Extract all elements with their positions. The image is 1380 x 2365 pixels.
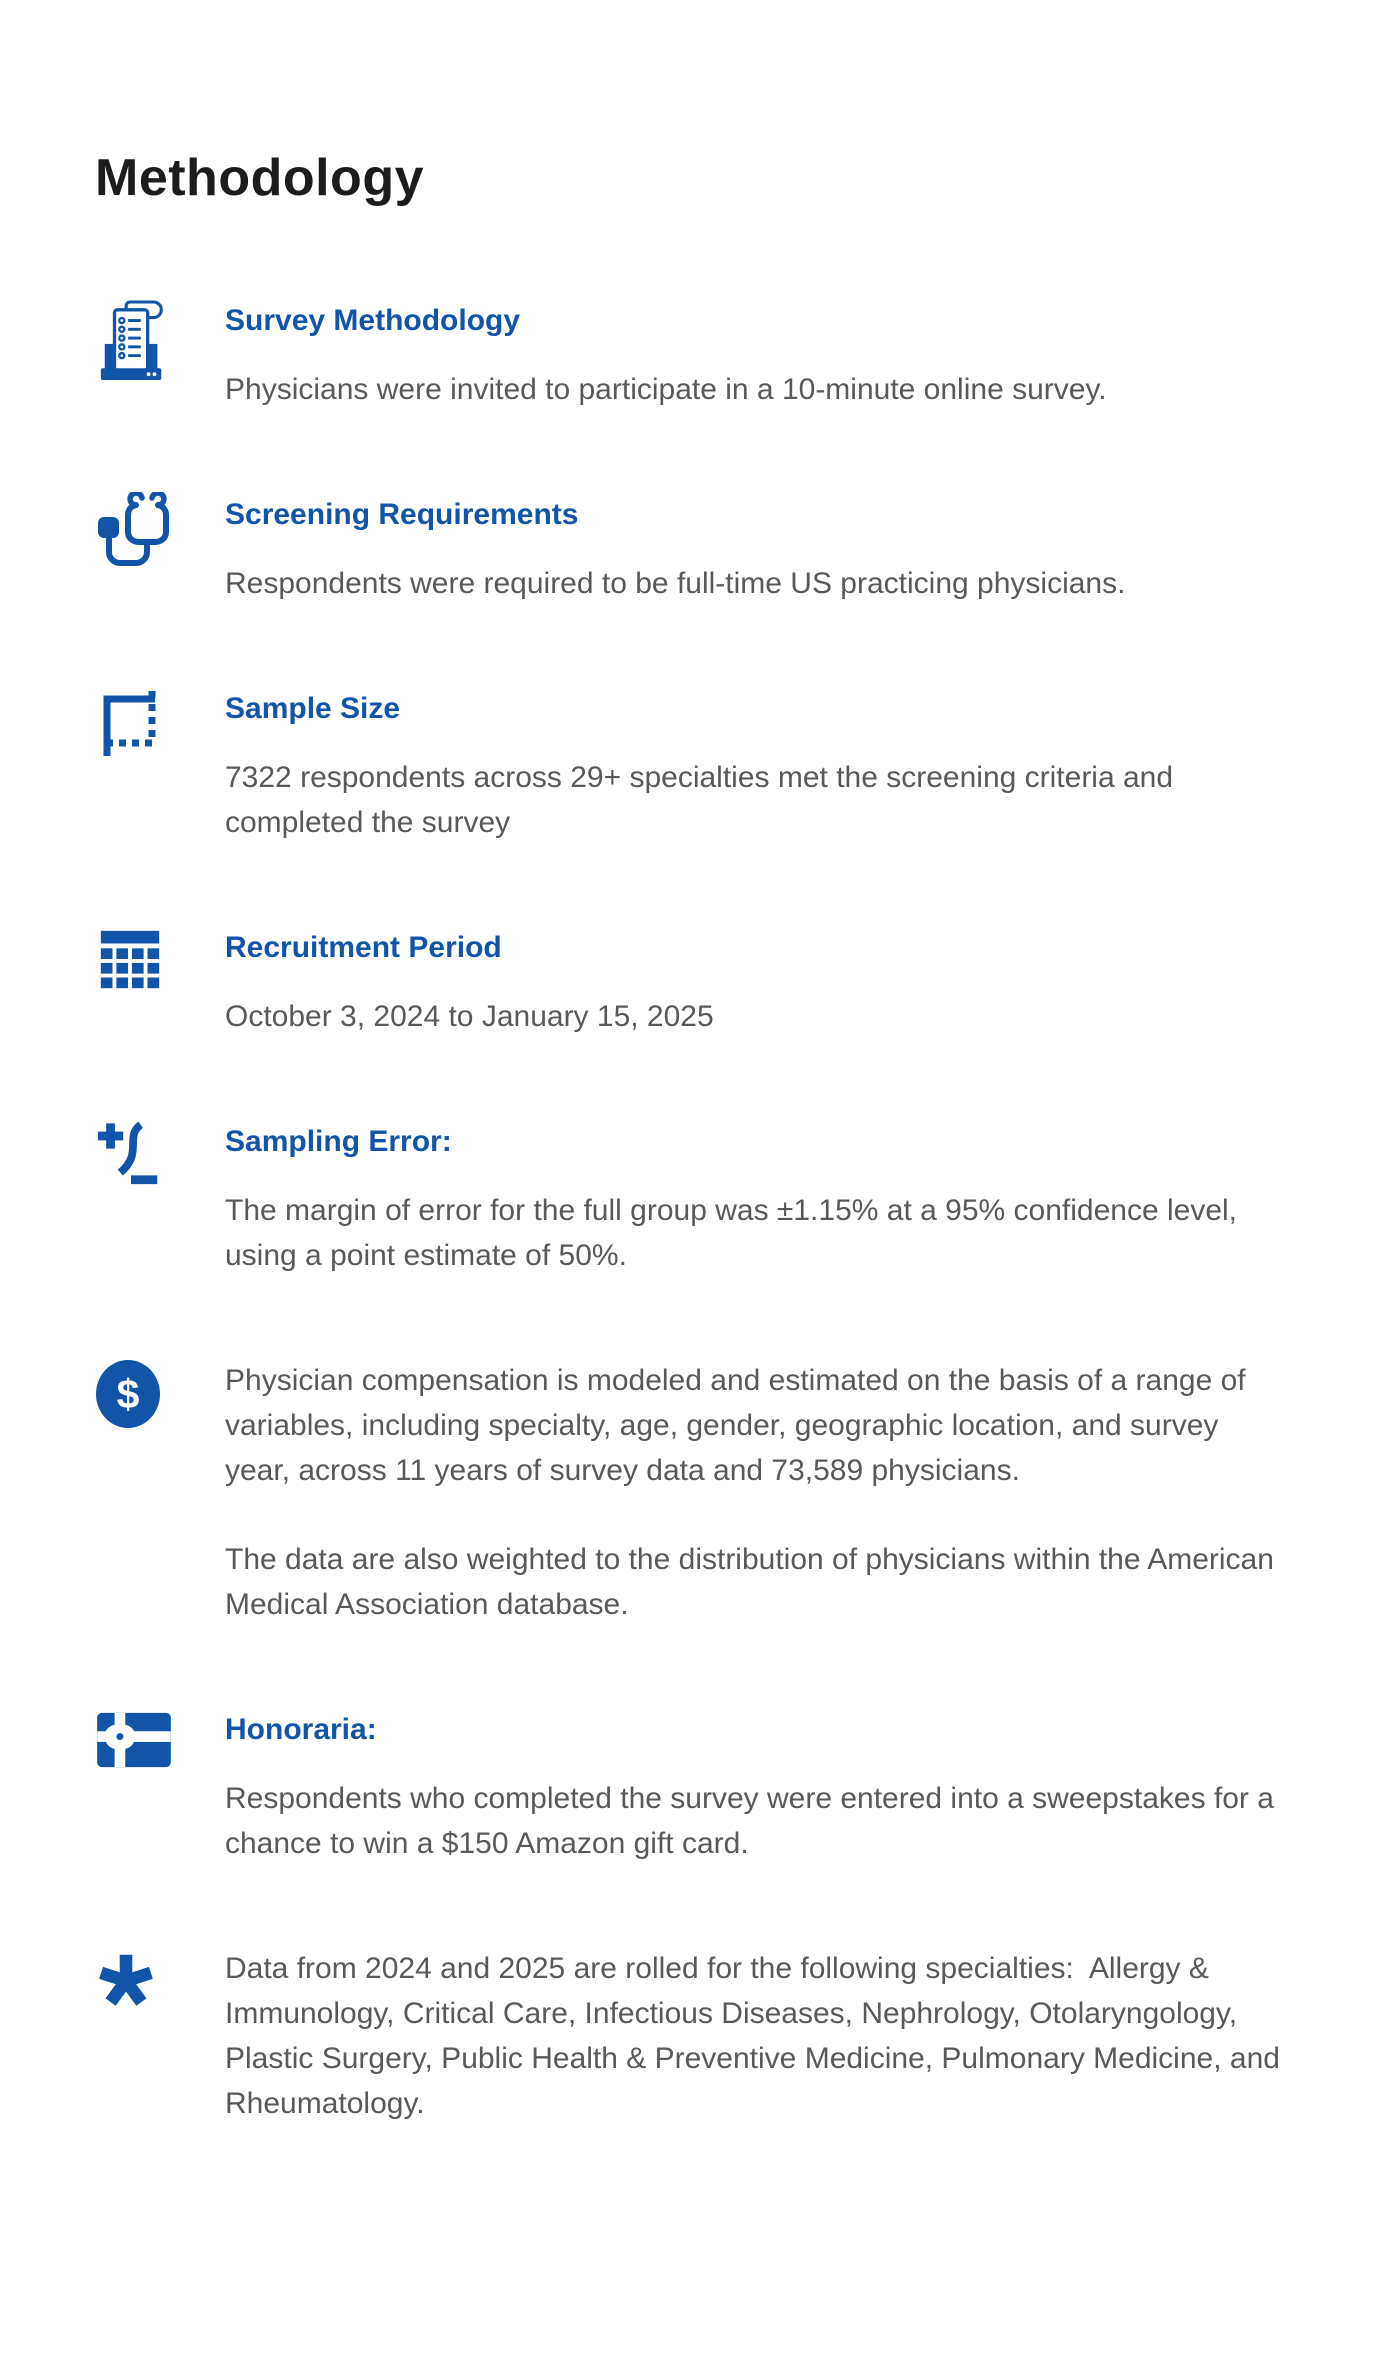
section-survey-methodology [95, 298, 1280, 412]
dollar-circle-icon [95, 1358, 225, 1430]
calendar-icon [95, 925, 225, 995]
stethoscope-icon [95, 492, 225, 568]
section-body: The margin of error for the full group was ±1.15% at a 95% confidence level, using a point estimate of 50%. [225, 1194, 1246, 1272]
section-text [225, 298, 1280, 412]
section-body: 7322 respondents across 29+ specialties met the screening criteria and completed the survey [225, 761, 1182, 839]
section-compensation-model [95, 1358, 1283, 1627]
svg-text:$: $ [116, 1371, 140, 1417]
section-body: Physician compensation is modeled and estimated on the basis of a range of variables, including specialty, age, gender, geographic location, and survey year, across 11 years of survey data and 73,589 physicians. [225, 1364, 1254, 1487]
section-body: The data are also weighted to the distribution of physicians within the American Medical Association database. [225, 1543, 1283, 1621]
section-heading: Sample Size [225, 692, 401, 725]
plus-minus-icon [95, 1119, 225, 1191]
section-body: Respondents were required to be full-time US practicing physicians. [225, 567, 1126, 600]
section-body: October 3, 2024 to January 15, 2025 [225, 1000, 714, 1033]
section-heading: Survey Methodology [225, 304, 521, 337]
section-body: Respondents who completed the survey were entered into a sweepstakes for a chance to win a $150 Amazon gift card. [225, 1782, 1283, 1860]
section-sampling-error [95, 1119, 1280, 1278]
section-honoraria [95, 1707, 1283, 1866]
page-title: Methodology [95, 149, 425, 207]
gift-box-icon [95, 1707, 225, 1771]
section-body: Data from 2024 and 2025 are rolled for the following specialties: Allergy & Immunology, Critical Care, Infectious Diseases, Nephrology, Otolaryngology, Plastic Surgery, Public Health & Preventive Medicine, Pulmonary Medicine, and Rheumatology. [225, 1952, 1289, 2120]
section-text [225, 1358, 1283, 1627]
section-text [225, 1707, 1283, 1866]
section-heading: Honoraria: [225, 1713, 377, 1746]
section-rolled-data-note [95, 1946, 1289, 2126]
section-text [225, 925, 1280, 1039]
section-recruitment-period [95, 925, 1280, 1039]
section-text [225, 492, 1280, 606]
section-heading: Sampling Error: [225, 1125, 452, 1158]
crop-icon [95, 686, 225, 760]
section-text [225, 1119, 1280, 1278]
section-heading: Recruitment Period [225, 931, 502, 964]
section-text [225, 686, 1280, 845]
survey-document-icon [95, 298, 225, 384]
asterisk-icon [95, 1946, 225, 2012]
section-text [225, 1946, 1289, 2126]
section-sample-size [95, 686, 1280, 845]
section-body: Physicians were invited to participate in a 10-minute online survey. [225, 373, 1107, 406]
section-screening-requirements [95, 492, 1280, 606]
section-heading: Screening Requirements [225, 498, 579, 531]
